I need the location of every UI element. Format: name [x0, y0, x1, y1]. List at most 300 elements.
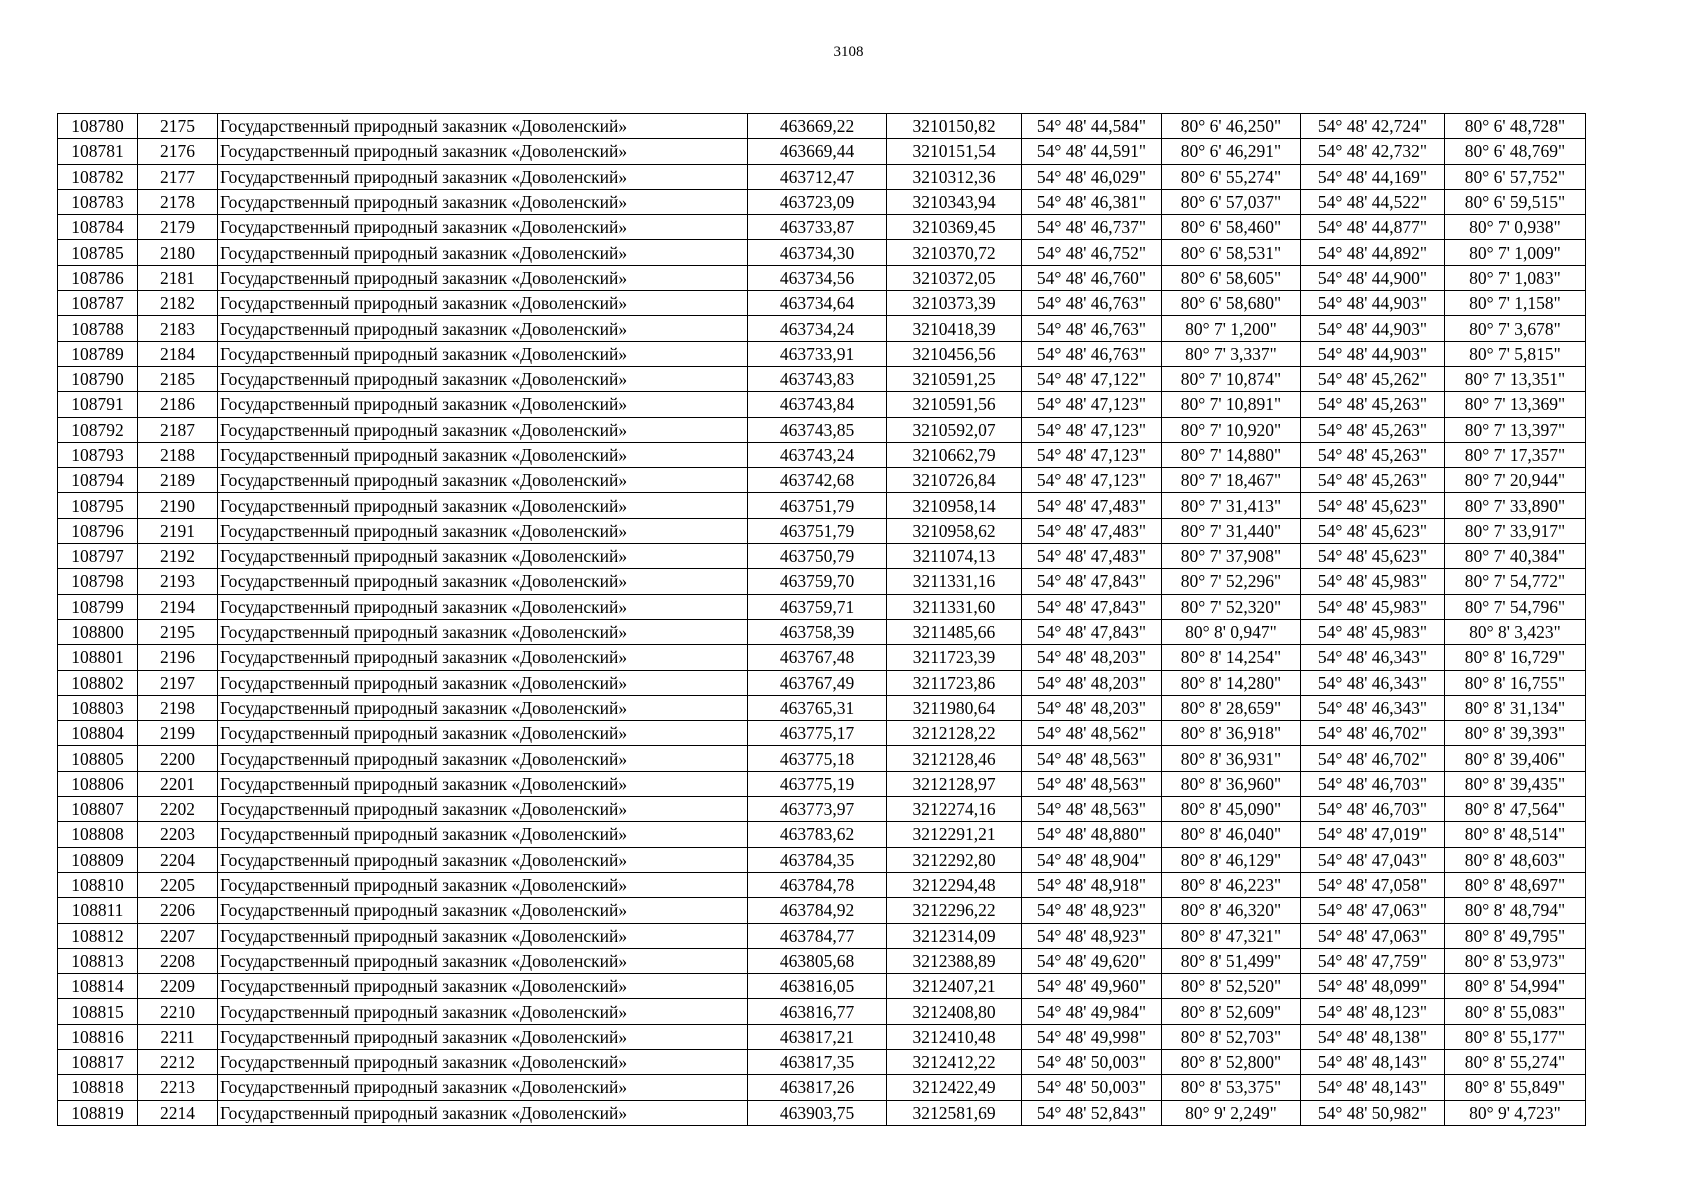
- row-id-cell: 108787: [58, 291, 138, 316]
- row-id-cell: 108818: [58, 1075, 138, 1100]
- y-coordinate-cell: 3210456,56: [887, 341, 1022, 366]
- point-number-cell: 2182: [138, 291, 218, 316]
- longitude-1-cell: 80° 8' 36,918": [1162, 721, 1301, 746]
- longitude-2-cell: 80° 7' 1,009": [1445, 240, 1586, 265]
- longitude-1-cell: 80° 8' 52,800": [1162, 1049, 1301, 1074]
- x-coordinate-cell: 463767,49: [748, 670, 887, 695]
- point-number-cell: 2175: [138, 114, 218, 139]
- y-coordinate-cell: 3212274,16: [887, 797, 1022, 822]
- latitude-2-cell: 54° 48' 47,043": [1301, 847, 1445, 872]
- latitude-2-cell: 54° 48' 46,343": [1301, 645, 1445, 670]
- latitude-2-cell: 54° 48' 48,138": [1301, 1024, 1445, 1049]
- longitude-1-cell: 80° 8' 36,960": [1162, 771, 1301, 796]
- longitude-1-cell: 80° 8' 46,320": [1162, 898, 1301, 923]
- latitude-1-cell: 54° 48' 47,483": [1022, 544, 1162, 569]
- row-id-cell: 108790: [58, 366, 138, 391]
- latitude-1-cell: 54° 48' 47,843": [1022, 619, 1162, 644]
- row-id-cell: 108807: [58, 797, 138, 822]
- point-number-cell: 2212: [138, 1049, 218, 1074]
- longitude-1-cell: 80° 7' 10,874": [1162, 366, 1301, 391]
- x-coordinate-cell: 463734,30: [748, 240, 887, 265]
- longitude-1-cell: 80° 7' 37,908": [1162, 544, 1301, 569]
- row-id-cell: 108817: [58, 1049, 138, 1074]
- y-coordinate-cell: 3212412,22: [887, 1049, 1022, 1074]
- point-number-cell: 2191: [138, 518, 218, 543]
- longitude-2-cell: 80° 7' 1,083": [1445, 265, 1586, 290]
- table-row: [58, 189, 1586, 214]
- latitude-1-cell: 54° 48' 49,960": [1022, 974, 1162, 999]
- longitude-2-cell: 80° 6' 48,728": [1445, 114, 1586, 139]
- longitude-2-cell: 80° 7' 54,772": [1445, 569, 1586, 594]
- table-row: [58, 948, 1586, 973]
- y-coordinate-cell: 3212296,22: [887, 898, 1022, 923]
- x-coordinate-cell: 463805,68: [748, 948, 887, 973]
- longitude-2-cell: 80° 8' 39,435": [1445, 771, 1586, 796]
- table-row: [58, 1075, 1586, 1100]
- table-row: [58, 1024, 1586, 1049]
- table-row: [58, 569, 1586, 594]
- latitude-2-cell: 54° 48' 44,903": [1301, 291, 1445, 316]
- latitude-2-cell: 54° 48' 46,702": [1301, 721, 1445, 746]
- longitude-1-cell: 80° 7' 1,200": [1162, 316, 1301, 341]
- x-coordinate-cell: 463750,79: [748, 544, 887, 569]
- point-number-cell: 2214: [138, 1100, 218, 1125]
- longitude-2-cell: 80° 7' 20,944": [1445, 468, 1586, 493]
- territory-name-cell: Государственный природный заказник «Доволенский»: [218, 822, 748, 847]
- table-row: [58, 114, 1586, 139]
- point-number-cell: 2200: [138, 746, 218, 771]
- row-id-cell: 108801: [58, 645, 138, 670]
- longitude-1-cell: 80° 8' 46,223": [1162, 872, 1301, 897]
- point-number-cell: 2203: [138, 822, 218, 847]
- table-row: [58, 1100, 1586, 1125]
- longitude-2-cell: 80° 8' 39,406": [1445, 746, 1586, 771]
- longitude-2-cell: 80° 8' 47,564": [1445, 797, 1586, 822]
- point-number-cell: 2209: [138, 974, 218, 999]
- row-id-cell: 108798: [58, 569, 138, 594]
- y-coordinate-cell: 3210418,39: [887, 316, 1022, 341]
- x-coordinate-cell: 463775,17: [748, 721, 887, 746]
- x-coordinate-cell: 463751,79: [748, 493, 887, 518]
- territory-name-cell: Государственный природный заказник «Доволенский»: [218, 392, 748, 417]
- table-row: [58, 265, 1586, 290]
- row-id-cell: 108795: [58, 493, 138, 518]
- row-id-cell: 108811: [58, 898, 138, 923]
- longitude-2-cell: 80° 8' 48,794": [1445, 898, 1586, 923]
- latitude-2-cell: 54° 48' 44,522": [1301, 189, 1445, 214]
- longitude-2-cell: 80° 8' 3,423": [1445, 619, 1586, 644]
- territory-name-cell: Государственный природный заказник «Доволенский»: [218, 594, 748, 619]
- x-coordinate-cell: 463783,62: [748, 822, 887, 847]
- row-id-cell: 108799: [58, 594, 138, 619]
- x-coordinate-cell: 463816,05: [748, 974, 887, 999]
- latitude-1-cell: 54° 48' 48,203": [1022, 695, 1162, 720]
- row-id-cell: 108785: [58, 240, 138, 265]
- latitude-1-cell: 54° 48' 49,984": [1022, 999, 1162, 1024]
- longitude-2-cell: 80° 8' 55,274": [1445, 1049, 1586, 1074]
- point-number-cell: 2179: [138, 215, 218, 240]
- y-coordinate-cell: 3210592,07: [887, 417, 1022, 442]
- longitude-2-cell: 80° 7' 40,384": [1445, 544, 1586, 569]
- point-number-cell: 2207: [138, 923, 218, 948]
- y-coordinate-cell: 3210726,84: [887, 468, 1022, 493]
- longitude-1-cell: 80° 8' 52,609": [1162, 999, 1301, 1024]
- x-coordinate-cell: 463734,56: [748, 265, 887, 290]
- longitude-1-cell: 80° 7' 3,337": [1162, 341, 1301, 366]
- latitude-2-cell: 54° 48' 45,263": [1301, 417, 1445, 442]
- longitude-1-cell: 80° 7' 10,891": [1162, 392, 1301, 417]
- latitude-2-cell: 54° 48' 47,063": [1301, 898, 1445, 923]
- territory-name-cell: Государственный природный заказник «Доволенский»: [218, 316, 748, 341]
- point-number-cell: 2193: [138, 569, 218, 594]
- longitude-2-cell: 80° 7' 33,890": [1445, 493, 1586, 518]
- longitude-1-cell: 80° 6' 58,605": [1162, 265, 1301, 290]
- point-number-cell: 2192: [138, 544, 218, 569]
- point-number-cell: 2210: [138, 999, 218, 1024]
- territory-name-cell: Государственный природный заказник «Доволенский»: [218, 898, 748, 923]
- page-number: 3108: [833, 44, 864, 60]
- table-row: [58, 847, 1586, 872]
- y-coordinate-cell: 3212128,46: [887, 746, 1022, 771]
- latitude-2-cell: 54° 48' 47,759": [1301, 948, 1445, 973]
- longitude-2-cell: 80° 6' 59,515": [1445, 189, 1586, 214]
- longitude-1-cell: 80° 7' 10,920": [1162, 417, 1301, 442]
- longitude-2-cell: 80° 8' 16,729": [1445, 645, 1586, 670]
- longitude-2-cell: 80° 8' 16,755": [1445, 670, 1586, 695]
- territory-name-cell: Государственный природный заказник «Доволенский»: [218, 164, 748, 189]
- row-id-cell: 108780: [58, 114, 138, 139]
- longitude-1-cell: 80° 8' 46,040": [1162, 822, 1301, 847]
- y-coordinate-cell: 3212388,89: [887, 948, 1022, 973]
- longitude-2-cell: 80° 8' 55,849": [1445, 1075, 1586, 1100]
- table-row: [58, 619, 1586, 644]
- longitude-1-cell: 80° 8' 52,520": [1162, 974, 1301, 999]
- point-number-cell: 2188: [138, 442, 218, 467]
- latitude-2-cell: 54° 48' 45,983": [1301, 569, 1445, 594]
- row-id-cell: 108797: [58, 544, 138, 569]
- x-coordinate-cell: 463669,44: [748, 139, 887, 164]
- row-id-cell: 108810: [58, 872, 138, 897]
- territory-name-cell: Государственный природный заказник «Доволенский»: [218, 291, 748, 316]
- y-coordinate-cell: 3210662,79: [887, 442, 1022, 467]
- table-row: [58, 746, 1586, 771]
- x-coordinate-cell: 463817,26: [748, 1075, 887, 1100]
- longitude-2-cell: 80° 7' 13,397": [1445, 417, 1586, 442]
- x-coordinate-cell: 463767,48: [748, 645, 887, 670]
- latitude-2-cell: 54° 48' 42,724": [1301, 114, 1445, 139]
- territory-name-cell: Государственный природный заказник «Доволенский»: [218, 265, 748, 290]
- table-row: [58, 544, 1586, 569]
- longitude-1-cell: 80° 8' 28,659": [1162, 695, 1301, 720]
- longitude-1-cell: 80° 8' 45,090": [1162, 797, 1301, 822]
- latitude-2-cell: 54° 48' 47,019": [1301, 822, 1445, 847]
- latitude-1-cell: 54° 48' 47,123": [1022, 442, 1162, 467]
- latitude-2-cell: 54° 48' 48,099": [1301, 974, 1445, 999]
- table-row: [58, 797, 1586, 822]
- y-coordinate-cell: 3210958,14: [887, 493, 1022, 518]
- territory-name-cell: Государственный природный заказник «Доволенский»: [218, 974, 748, 999]
- x-coordinate-cell: 463669,22: [748, 114, 887, 139]
- y-coordinate-cell: 3210150,82: [887, 114, 1022, 139]
- table-row: [58, 215, 1586, 240]
- latitude-1-cell: 54° 48' 49,620": [1022, 948, 1162, 973]
- longitude-2-cell: 80° 6' 48,769": [1445, 139, 1586, 164]
- x-coordinate-cell: 463733,87: [748, 215, 887, 240]
- y-coordinate-cell: 3210373,39: [887, 291, 1022, 316]
- longitude-1-cell: 80° 7' 31,413": [1162, 493, 1301, 518]
- table-row: [58, 721, 1586, 746]
- table-row: [58, 822, 1586, 847]
- territory-name-cell: Государственный природный заказник «Доволенский»: [218, 544, 748, 569]
- longitude-1-cell: 80° 7' 14,880": [1162, 442, 1301, 467]
- y-coordinate-cell: 3212410,48: [887, 1024, 1022, 1049]
- point-number-cell: 2199: [138, 721, 218, 746]
- x-coordinate-cell: 463784,77: [748, 923, 887, 948]
- latitude-1-cell: 54° 48' 48,562": [1022, 721, 1162, 746]
- longitude-2-cell: 80° 7' 33,917": [1445, 518, 1586, 543]
- territory-name-cell: Государственный природный заказник «Доволенский»: [218, 645, 748, 670]
- latitude-1-cell: 54° 48' 46,763": [1022, 341, 1162, 366]
- x-coordinate-cell: 463712,47: [748, 164, 887, 189]
- point-number-cell: 2181: [138, 265, 218, 290]
- table-row: [58, 974, 1586, 999]
- longitude-1-cell: 80° 8' 47,321": [1162, 923, 1301, 948]
- point-number-cell: 2180: [138, 240, 218, 265]
- point-number-cell: 2189: [138, 468, 218, 493]
- latitude-1-cell: 54° 48' 52,843": [1022, 1100, 1162, 1125]
- longitude-1-cell: 80° 6' 58,531": [1162, 240, 1301, 265]
- longitude-2-cell: 80° 8' 48,603": [1445, 847, 1586, 872]
- x-coordinate-cell: 463733,91: [748, 341, 887, 366]
- x-coordinate-cell: 463743,24: [748, 442, 887, 467]
- longitude-2-cell: 80° 6' 57,752": [1445, 164, 1586, 189]
- y-coordinate-cell: 3211074,13: [887, 544, 1022, 569]
- y-coordinate-cell: 3212407,21: [887, 974, 1022, 999]
- x-coordinate-cell: 463742,68: [748, 468, 887, 493]
- territory-name-cell: Государственный природный заказник «Доволенский»: [218, 1075, 748, 1100]
- x-coordinate-cell: 463759,71: [748, 594, 887, 619]
- row-id-cell: 108816: [58, 1024, 138, 1049]
- x-coordinate-cell: 463775,18: [748, 746, 887, 771]
- table-row: [58, 341, 1586, 366]
- table-row: [58, 392, 1586, 417]
- row-id-cell: 108791: [58, 392, 138, 417]
- longitude-1-cell: 80° 7' 52,296": [1162, 569, 1301, 594]
- territory-name-cell: Государственный природный заказник «Доволенский»: [218, 493, 748, 518]
- y-coordinate-cell: 3210343,94: [887, 189, 1022, 214]
- point-number-cell: 2183: [138, 316, 218, 341]
- x-coordinate-cell: 463816,77: [748, 999, 887, 1024]
- row-id-cell: 108808: [58, 822, 138, 847]
- row-id-cell: 108805: [58, 746, 138, 771]
- territory-name-cell: Государственный природный заказник «Доволенский»: [218, 417, 748, 442]
- y-coordinate-cell: 3210372,05: [887, 265, 1022, 290]
- latitude-1-cell: 54° 48' 48,563": [1022, 771, 1162, 796]
- point-number-cell: 2194: [138, 594, 218, 619]
- y-coordinate-cell: 3210151,54: [887, 139, 1022, 164]
- territory-name-cell: Государственный природный заказник «Доволенский»: [218, 999, 748, 1024]
- row-id-cell: 108784: [58, 215, 138, 240]
- table-row: [58, 316, 1586, 341]
- latitude-1-cell: 54° 48' 49,998": [1022, 1024, 1162, 1049]
- latitude-2-cell: 54° 48' 45,623": [1301, 493, 1445, 518]
- point-number-cell: 2187: [138, 417, 218, 442]
- latitude-1-cell: 54° 48' 48,563": [1022, 797, 1162, 822]
- longitude-1-cell: 80° 6' 46,291": [1162, 139, 1301, 164]
- table-body: [58, 114, 1586, 1126]
- latitude-1-cell: 54° 48' 44,584": [1022, 114, 1162, 139]
- latitude-1-cell: 54° 48' 50,003": [1022, 1049, 1162, 1074]
- longitude-2-cell: 80° 8' 48,514": [1445, 822, 1586, 847]
- latitude-1-cell: 54° 48' 47,843": [1022, 569, 1162, 594]
- x-coordinate-cell: 463743,84: [748, 392, 887, 417]
- territory-name-cell: Государственный природный заказник «Доволенский»: [218, 847, 748, 872]
- territory-name-cell: Государственный природный заказник «Доволенский»: [218, 746, 748, 771]
- longitude-1-cell: 80° 6' 58,680": [1162, 291, 1301, 316]
- y-coordinate-cell: 3211485,66: [887, 619, 1022, 644]
- table-row: [58, 771, 1586, 796]
- territory-name-cell: Государственный природный заказник «Доволенский»: [218, 569, 748, 594]
- territory-name-cell: Государственный природный заказник «Доволенский»: [218, 240, 748, 265]
- row-id-cell: 108793: [58, 442, 138, 467]
- territory-name-cell: Государственный природный заказник «Доволенский»: [218, 797, 748, 822]
- row-id-cell: 108788: [58, 316, 138, 341]
- latitude-1-cell: 54° 48' 46,029": [1022, 164, 1162, 189]
- latitude-1-cell: 54° 48' 47,843": [1022, 594, 1162, 619]
- point-number-cell: 2178: [138, 189, 218, 214]
- y-coordinate-cell: 3210591,25: [887, 366, 1022, 391]
- longitude-1-cell: 80° 6' 57,037": [1162, 189, 1301, 214]
- row-id-cell: 108809: [58, 847, 138, 872]
- longitude-1-cell: 80° 8' 53,375": [1162, 1075, 1301, 1100]
- longitude-2-cell: 80° 9' 4,723": [1445, 1100, 1586, 1125]
- row-id-cell: 108796: [58, 518, 138, 543]
- y-coordinate-cell: 3212291,21: [887, 822, 1022, 847]
- table-row: [58, 898, 1586, 923]
- longitude-1-cell: 80° 8' 36,931": [1162, 746, 1301, 771]
- table-row: [58, 493, 1586, 518]
- row-id-cell: 108812: [58, 923, 138, 948]
- table-row: [58, 1049, 1586, 1074]
- longitude-2-cell: 80° 7' 54,796": [1445, 594, 1586, 619]
- longitude-1-cell: 80° 8' 51,499": [1162, 948, 1301, 973]
- territory-name-cell: Государственный природный заказник «Доволенский»: [218, 518, 748, 543]
- x-coordinate-cell: 463817,35: [748, 1049, 887, 1074]
- point-number-cell: 2198: [138, 695, 218, 720]
- table-row: [58, 417, 1586, 442]
- longitude-1-cell: 80° 8' 52,703": [1162, 1024, 1301, 1049]
- latitude-2-cell: 54° 48' 47,058": [1301, 872, 1445, 897]
- latitude-1-cell: 54° 48' 48,563": [1022, 746, 1162, 771]
- row-id-cell: 108783: [58, 189, 138, 214]
- y-coordinate-cell: 3211723,39: [887, 645, 1022, 670]
- row-id-cell: 108794: [58, 468, 138, 493]
- row-id-cell: 108815: [58, 999, 138, 1024]
- latitude-2-cell: 54° 48' 47,063": [1301, 923, 1445, 948]
- x-coordinate-cell: 463743,85: [748, 417, 887, 442]
- longitude-2-cell: 80° 8' 48,697": [1445, 872, 1586, 897]
- latitude-2-cell: 54° 48' 46,343": [1301, 695, 1445, 720]
- latitude-2-cell: 54° 48' 44,903": [1301, 341, 1445, 366]
- y-coordinate-cell: 3211331,60: [887, 594, 1022, 619]
- territory-name-cell: Государственный природный заказник «Доволенский»: [218, 872, 748, 897]
- point-number-cell: 2208: [138, 948, 218, 973]
- longitude-1-cell: 80° 8' 14,254": [1162, 645, 1301, 670]
- table-row: [58, 468, 1586, 493]
- latitude-1-cell: 54° 48' 47,123": [1022, 468, 1162, 493]
- latitude-1-cell: 54° 48' 46,381": [1022, 189, 1162, 214]
- table-row: [58, 923, 1586, 948]
- latitude-2-cell: 54° 48' 45,263": [1301, 442, 1445, 467]
- point-number-cell: 2190: [138, 493, 218, 518]
- territory-name-cell: Государственный природный заказник «Доволенский»: [218, 721, 748, 746]
- latitude-1-cell: 54° 48' 46,737": [1022, 215, 1162, 240]
- y-coordinate-cell: 3212581,69: [887, 1100, 1022, 1125]
- longitude-1-cell: 80° 8' 0,947": [1162, 619, 1301, 644]
- longitude-2-cell: 80° 8' 49,795": [1445, 923, 1586, 948]
- y-coordinate-cell: 3212292,80: [887, 847, 1022, 872]
- longitude-2-cell: 80° 8' 53,973": [1445, 948, 1586, 973]
- point-number-cell: 2196: [138, 645, 218, 670]
- row-id-cell: 108819: [58, 1100, 138, 1125]
- y-coordinate-cell: 3212128,22: [887, 721, 1022, 746]
- longitude-1-cell: 80° 7' 52,320": [1162, 594, 1301, 619]
- latitude-1-cell: 54° 48' 48,904": [1022, 847, 1162, 872]
- row-id-cell: 108800: [58, 619, 138, 644]
- latitude-1-cell: 54° 48' 46,763": [1022, 291, 1162, 316]
- x-coordinate-cell: 463784,92: [748, 898, 887, 923]
- table-row: [58, 670, 1586, 695]
- territory-name-cell: Государственный природный заказник «Доволенский»: [218, 139, 748, 164]
- longitude-2-cell: 80° 8' 55,083": [1445, 999, 1586, 1024]
- latitude-1-cell: 54° 48' 50,003": [1022, 1075, 1162, 1100]
- x-coordinate-cell: 463751,79: [748, 518, 887, 543]
- latitude-1-cell: 54° 48' 47,483": [1022, 518, 1162, 543]
- latitude-1-cell: 54° 48' 48,203": [1022, 645, 1162, 670]
- longitude-1-cell: 80° 8' 14,280": [1162, 670, 1301, 695]
- latitude-1-cell: 54° 48' 46,752": [1022, 240, 1162, 265]
- row-id-cell: 108792: [58, 417, 138, 442]
- x-coordinate-cell: 463734,24: [748, 316, 887, 341]
- latitude-1-cell: 54° 48' 48,918": [1022, 872, 1162, 897]
- longitude-2-cell: 80° 7' 3,678": [1445, 316, 1586, 341]
- y-coordinate-cell: 3212314,09: [887, 923, 1022, 948]
- territory-name-cell: Государственный природный заказник «Доволенский»: [218, 468, 748, 493]
- y-coordinate-cell: 3212408,80: [887, 999, 1022, 1024]
- x-coordinate-cell: 463784,78: [748, 872, 887, 897]
- longitude-2-cell: 80° 8' 31,134": [1445, 695, 1586, 720]
- latitude-2-cell: 54° 48' 45,262": [1301, 366, 1445, 391]
- latitude-2-cell: 54° 48' 46,703": [1301, 797, 1445, 822]
- latitude-2-cell: 54° 48' 48,143": [1301, 1049, 1445, 1074]
- longitude-2-cell: 80° 8' 54,994": [1445, 974, 1586, 999]
- x-coordinate-cell: 463903,75: [748, 1100, 887, 1125]
- y-coordinate-cell: 3211331,16: [887, 569, 1022, 594]
- point-number-cell: 2211: [138, 1024, 218, 1049]
- latitude-2-cell: 54° 48' 44,877": [1301, 215, 1445, 240]
- point-number-cell: 2197: [138, 670, 218, 695]
- row-id-cell: 108804: [58, 721, 138, 746]
- latitude-1-cell: 54° 48' 46,763": [1022, 316, 1162, 341]
- row-id-cell: 108803: [58, 695, 138, 720]
- latitude-2-cell: 54° 48' 45,983": [1301, 594, 1445, 619]
- point-number-cell: 2195: [138, 619, 218, 644]
- longitude-1-cell: 80° 6' 58,460": [1162, 215, 1301, 240]
- table-row: [58, 164, 1586, 189]
- y-coordinate-cell: 3211980,64: [887, 695, 1022, 720]
- longitude-1-cell: 80° 7' 18,467": [1162, 468, 1301, 493]
- y-coordinate-cell: 3210591,56: [887, 392, 1022, 417]
